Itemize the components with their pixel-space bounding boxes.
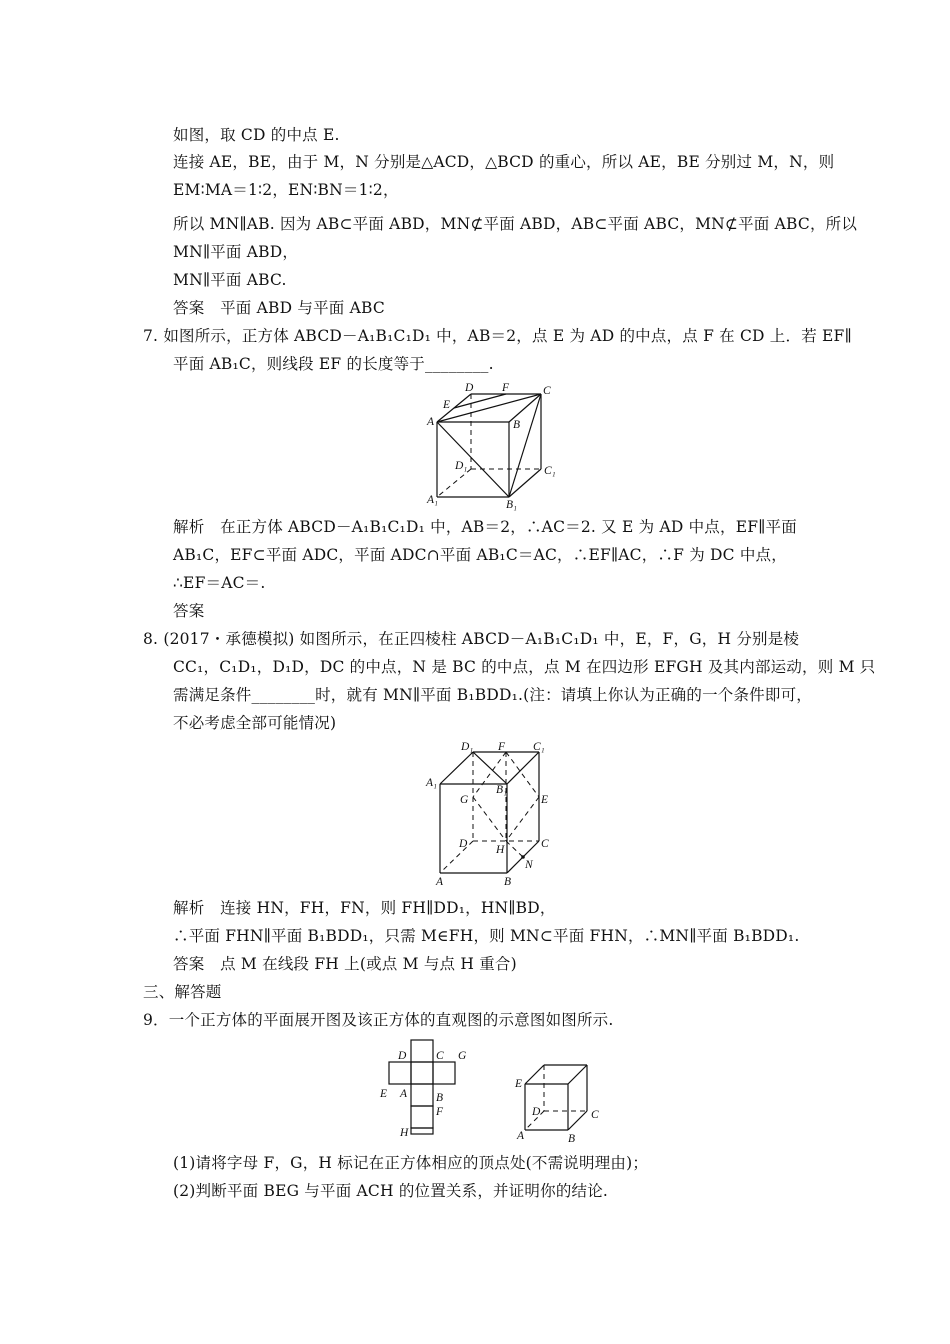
label-B1: B₁ [496, 784, 508, 796]
label-C: C [541, 838, 549, 850]
cube-figure-q9 [512, 1056, 602, 1166]
label-D1: D₁ [455, 460, 468, 472]
label-B: B [504, 876, 512, 888]
solution-text-line: MN∥平面 ABC. [173, 271, 287, 289]
solution-text-line: 连接 AE，BE，由于 M，N 分别是△ACD，△BCD 的重心，所以 AE，BE 分别过 M，N，则 [173, 153, 835, 171]
label-G: G [458, 1050, 467, 1062]
answer-8-line: 答案 点 M 在线段 FH 上(或点 M 与点 H 重合) [173, 955, 517, 973]
label-A: A [517, 1130, 525, 1142]
label-G: G [460, 794, 469, 806]
section-heading: 三、解答题 [143, 983, 222, 1001]
question-9-line: 9．一个正方体的平面展开图及该正方体的直观图的示意图如图所示. [143, 1011, 614, 1029]
label-D: D [465, 382, 474, 394]
label-F: F [436, 1106, 444, 1118]
analysis-7-line: AB₁C，EF⊂平面 ADC，平面 ADC∩平面 AB₁C＝AC，∴EF∥AC，∴F 为 DC 中点， [173, 546, 787, 564]
label-A: A [427, 416, 435, 428]
question-8-line: 需满足条件________时，就有 MN∥平面 B₁BDD₁.(注：请填上你认为正确的一个条件即可， [173, 686, 812, 704]
analysis-8-line: ∴平面 FHN∥平面 B₁BDD₁，只需 M∈FH，则 MN⊂平面 FHN，∴MN∥平面 B₁BDD₁. [173, 927, 800, 945]
label-N: N [525, 859, 533, 871]
label-C: C [591, 1109, 599, 1121]
label-C: C [543, 385, 551, 397]
solution-text-line: MN∥平面 ABD， [173, 243, 299, 261]
label-B: B [568, 1133, 576, 1145]
question-9-part-1: (1)请将字母 F，G，H 标记在正方体相应的顶点处(不需说明理由)； [173, 1154, 649, 1172]
label-E: E [443, 399, 451, 411]
answer-7-line: 答案 [173, 602, 205, 620]
question-8-line: 8. (2017・承德模拟) 如图所示，在正四棱柱 ABCD－A₁B₁C₁D₁ 中，E，F，G，H 分别是棱 [143, 630, 800, 648]
analysis-8-line: 解析 连接 HN，FH，FN，则 FH∥DD₁，HN∥BD， [173, 899, 556, 917]
analysis-7-line: ∴EF＝AC＝. [173, 574, 266, 592]
question-9-part-2: (2)判断平面 BEG 与平面 ACH 的位置关系，并证明你的结论. [173, 1182, 609, 1200]
solution-text-line: EM∶MA＝1∶2，EN∶BN＝1∶2， [173, 181, 399, 199]
answer-line: 答案 平面 ABD 与平面 ABC [173, 299, 385, 317]
label-E: E [380, 1088, 388, 1100]
label-A1: A₁ [426, 777, 438, 789]
label-D: D [532, 1106, 541, 1118]
cube-net-figure-q9 [378, 1036, 478, 1146]
label-D: D [398, 1050, 407, 1062]
question-8-line: 不必考虑全部可能情况) [173, 714, 337, 732]
question-7-line: 平面 AB₁C，则线段 EF 的长度等于________. [173, 355, 494, 373]
analysis-7-line: 解析 在正方体 ABCD－A₁B₁C₁D₁ 中，AB＝2，∴AC＝2. 又 E 为 AD 中点，EF∥平面 [173, 518, 797, 536]
solution-text-line: 如图，取 CD 的中点 E. [173, 126, 340, 144]
label-E: E [515, 1078, 523, 1090]
label-F: F [498, 741, 506, 753]
label-D1: D₁ [461, 741, 474, 753]
question-8-line: CC₁，C₁D₁，D₁D，DC 的中点，N 是 BC 的中点，点 M 在四边形 EFGH 及其内部运动，则 M 只 [173, 658, 876, 676]
label-B1: B₁ [506, 499, 518, 511]
label-C: C [436, 1050, 444, 1062]
label-H: H [496, 844, 505, 856]
question-7-line: 7. 如图所示，正方体 ABCD－A₁B₁C₁D₁ 中，AB＝2，点 E 为 AD 的中点，点 F 在 CD 上．若 EF∥ [143, 327, 852, 345]
label-C1: C₁ [544, 465, 556, 477]
label-B: B [436, 1092, 444, 1104]
label-B: B [513, 419, 521, 431]
label-E: E [541, 794, 549, 806]
prism-figure-q8 [425, 740, 565, 890]
label-F: F [502, 382, 510, 394]
label-A: A [436, 876, 444, 888]
label-D: D [459, 838, 468, 850]
label-C1: C₁ [533, 741, 545, 753]
solution-text-line: 所以 MN∥AB. 因为 AB⊂平面 ABD，MN⊄平面 ABD，AB⊂平面 ABC，MN⊄平面 ABC，所以 [173, 215, 858, 233]
label-A1: A₁ [427, 494, 439, 506]
label-A: A [400, 1088, 408, 1100]
label-H: H [400, 1127, 409, 1139]
cube-figure-q7 [425, 382, 565, 512]
